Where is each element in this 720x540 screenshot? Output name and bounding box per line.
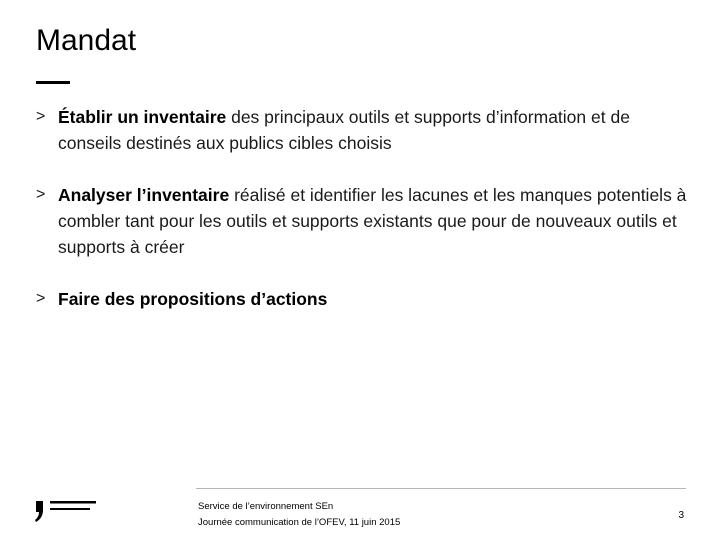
footer-text [198,499,400,531]
bullet-text: des principaux outils et supports d’information et de conseils destinés aux publics cibles choisis [58,107,630,153]
bullet-bold-text: Faire des propositions d’actions [58,289,328,309]
bullet-item [36,104,696,156]
bullet-arrow-icon: > [36,108,46,125]
slide-title: Mandat [36,24,137,57]
footer-service: Service de l’environnement SEn [198,501,334,512]
footer-divider [196,488,686,489]
page-number: 3 [678,510,684,521]
bullet-text: réalisé et identifier les lacunes et les manques potentiels à combler tant pour les outils et supports existants que pour de nouveaux outils et supports à créer [58,185,687,257]
bullet-bold-text: Analyser l’inventaire [58,185,230,205]
footer-event: Journée communication de l’OFEV, 11 juin 2015 [198,517,401,528]
bullet-arrow-icon: > [36,186,46,203]
title-underline [36,81,70,84]
bullet-item [36,182,696,260]
bullet-arrow-icon: > [36,290,46,307]
bullet-bold-text: Établir un inventaire [58,107,227,127]
fribourg-canton-logo-icon [34,496,104,526]
bullet-list [36,104,696,312]
bullet-item [36,286,696,312]
